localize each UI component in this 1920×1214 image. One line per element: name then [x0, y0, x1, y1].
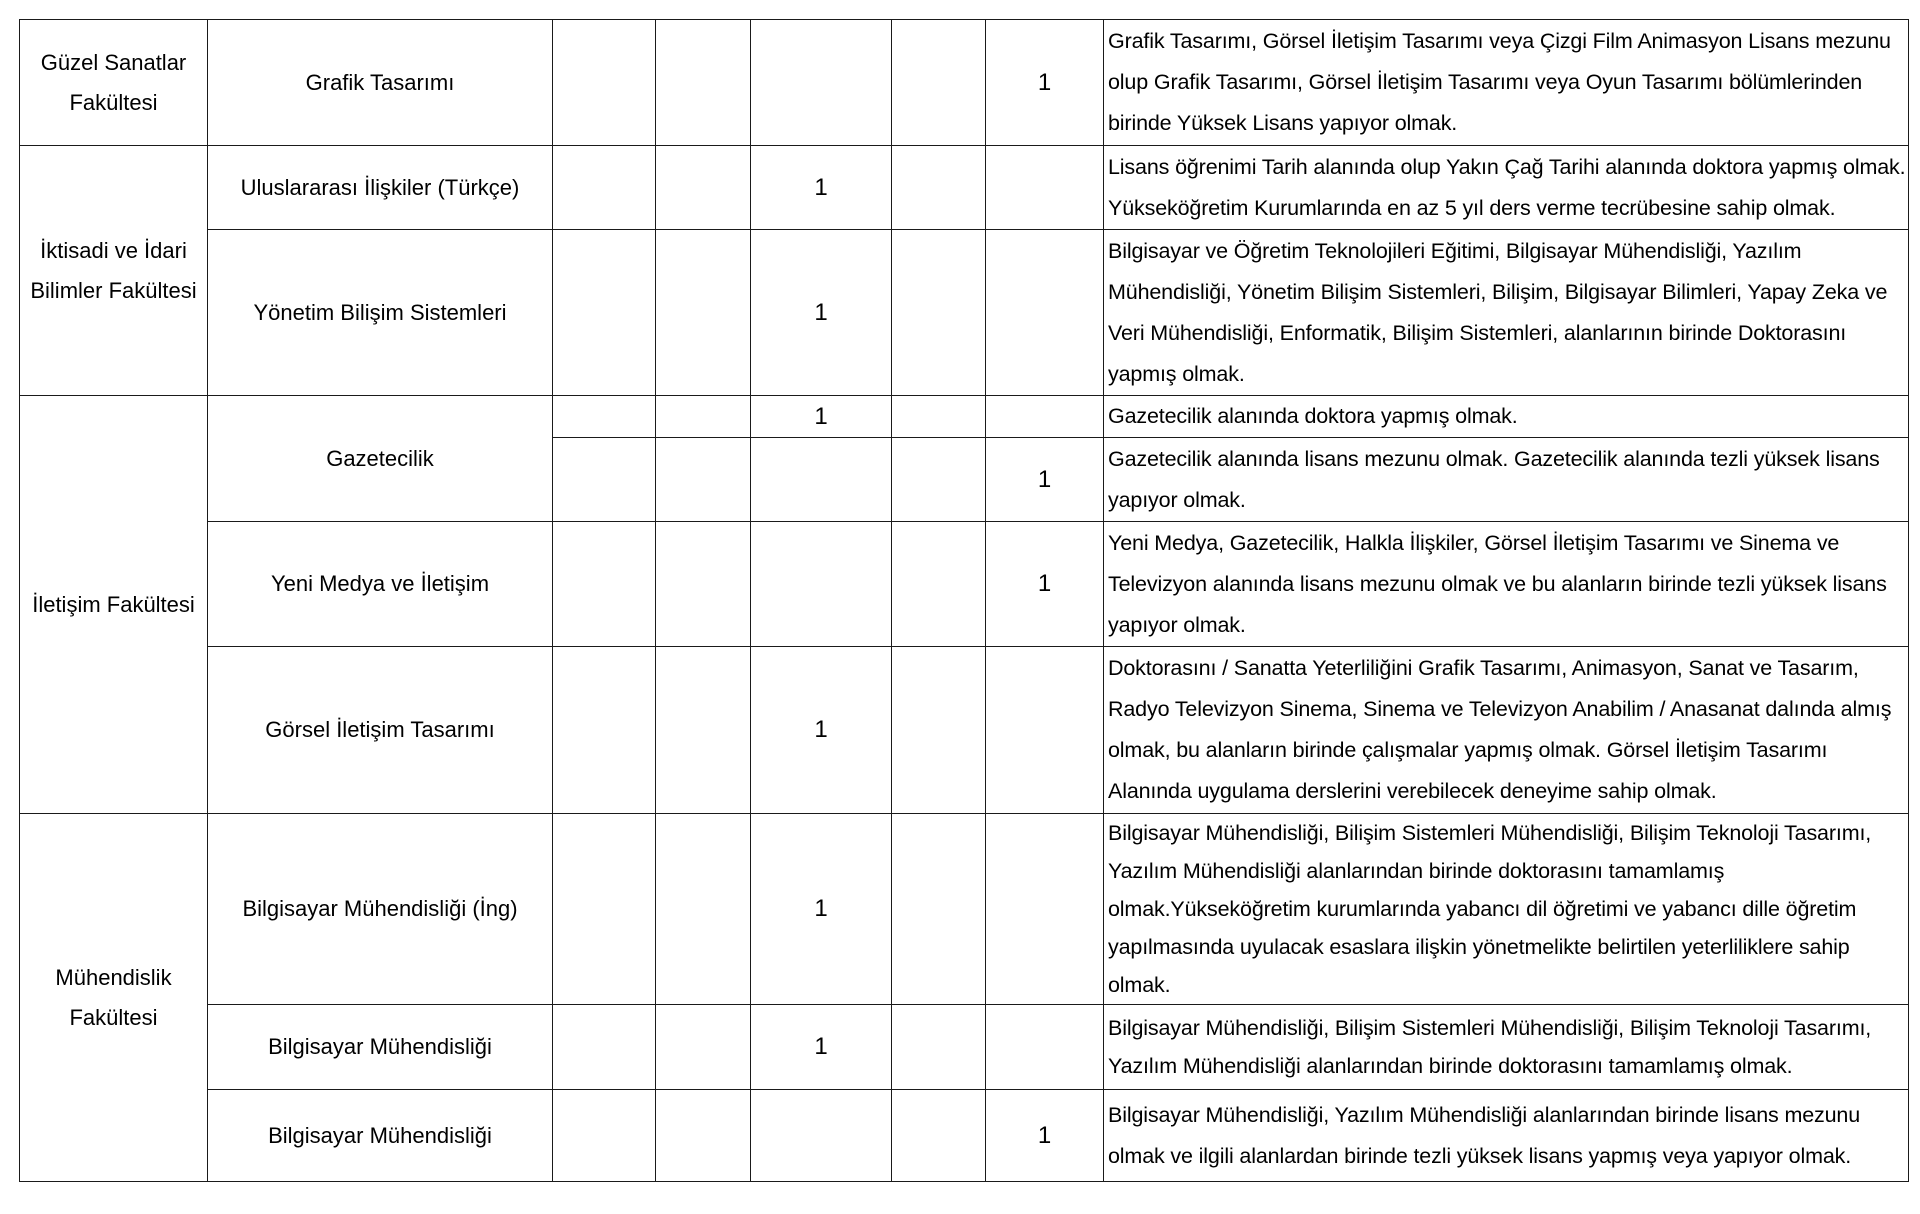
empty-cell [656, 1005, 751, 1090]
conditions-cell: Lisans öğrenimi Tarih alanında olup Yakın Çağ Tarihi alanında doktora yapmış olmak. Yükseköğretim Kurumlarında en az 5 yıl ders verme tecrübesine sahip olmak. [1104, 146, 1909, 230]
empty-cell [656, 438, 751, 522]
empty-cell [892, 1090, 986, 1182]
empty-cell [553, 522, 656, 647]
empty-cell [656, 647, 751, 814]
empty-cell [656, 230, 751, 396]
empty-cell [892, 396, 986, 438]
empty-cell [553, 146, 656, 230]
count-cell: 1 [986, 20, 1104, 146]
empty-cell [656, 522, 751, 647]
empty-cell [892, 230, 986, 396]
department-cell: Grafik Tasarımı [208, 20, 553, 146]
faculty-cell: İktisadi ve İdari Bilimler Fakültesi [20, 146, 208, 396]
empty-cell [892, 1005, 986, 1090]
empty-cell [986, 814, 1104, 1005]
empty-cell [751, 438, 892, 522]
department-cell: Yeni Medya ve İletişim [208, 522, 553, 647]
department-cell: Bilgisayar Mühendisliği [208, 1005, 553, 1090]
department-cell: Yönetim Bilişim Sistemleri [208, 230, 553, 396]
table-row [20, 20, 1909, 146]
table-row [20, 1090, 1909, 1182]
conditions-cell: Gazetecilik alanında doktora yapmış olmak. [1104, 396, 1909, 438]
conditions-cell: Yeni Medya, Gazetecilik, Halkla İlişkiler, Görsel İletişim Tasarımı ve Sinema ve Televizyon alanında lisans mezunu olmak ve bu alanların birinde tezli yüksek lisans yapıyor olmak. [1104, 522, 1909, 647]
academic-staff-table [19, 19, 1909, 1182]
department-cell: Gazetecilik [208, 396, 553, 522]
count-cell: 1 [751, 146, 892, 230]
department-cell: Uluslararası İlişkiler (Türkçe) [208, 146, 553, 230]
empty-cell [656, 814, 751, 1005]
conditions-cell: Bilgisayar Mühendisliği, Bilişim Sistemleri Mühendisliği, Bilişim Teknoloji Tasarımı, Yazılım Mühendisliği alanlarından birinde doktorasını tamamlamış olmak. [1104, 1005, 1909, 1090]
department-cell: Bilgisayar Mühendisliği [208, 1090, 553, 1182]
count-cell: 1 [986, 438, 1104, 522]
table-row [20, 522, 1909, 647]
empty-cell [986, 230, 1104, 396]
empty-cell [553, 396, 656, 438]
empty-cell [751, 20, 892, 146]
empty-cell [892, 522, 986, 647]
empty-cell [892, 146, 986, 230]
table-row [20, 814, 1909, 1005]
empty-cell [986, 146, 1104, 230]
empty-cell [553, 230, 656, 396]
conditions-cell: Gazetecilik alanında lisans mezunu olmak. Gazetecilik alanında tezli yüksek lisans yapıyor olmak. [1104, 438, 1909, 522]
empty-cell [751, 1090, 892, 1182]
empty-cell [656, 146, 751, 230]
empty-cell [553, 20, 656, 146]
faculty-cell: Mühendislik Fakültesi [20, 814, 208, 1182]
empty-cell [553, 1005, 656, 1090]
empty-cell [751, 522, 892, 647]
department-cell: Bilgisayar Mühendisliği (İng) [208, 814, 553, 1005]
empty-cell [553, 814, 656, 1005]
table-row [20, 1005, 1909, 1090]
empty-cell [656, 396, 751, 438]
faculty-cell: İletişim Fakültesi [20, 396, 208, 814]
count-cell: 1 [751, 396, 892, 438]
faculty-cell: Güzel Sanatlar Fakültesi [20, 20, 208, 146]
table-row [20, 647, 1909, 814]
count-cell: 1 [751, 647, 892, 814]
department-cell: Görsel İletişim Tasarımı [208, 647, 553, 814]
conditions-cell: Bilgisayar Mühendisliği, Yazılım Mühendisliği alanlarından birinde lisans mezunu olmak ve ilgili alanlardan birinde tezli yüksek lisans yapmış veya yapıyor olmak. [1104, 1090, 1909, 1182]
empty-cell [656, 20, 751, 146]
conditions-cell: Grafik Tasarımı, Görsel İletişim Tasarımı veya Çizgi Film Animasyon Lisans mezunu olup Grafik Tasarımı, Görsel İletişim Tasarımı veya Oyun Tasarımı bölümlerinden birinde Yüksek Lisans yapıyor olmak. [1104, 20, 1909, 146]
table-row [20, 396, 1909, 438]
empty-cell [892, 814, 986, 1005]
count-cell: 1 [986, 522, 1104, 647]
empty-cell [892, 647, 986, 814]
empty-cell [553, 1090, 656, 1182]
count-cell: 1 [751, 814, 892, 1005]
conditions-cell: Doktorasını / Sanatta Yeterliliğini Grafik Tasarımı, Animasyon, Sanat ve Tasarım, Radyo Televizyon Sinema, Sinema ve Televizyon Anabilim / Anasanat dalında almış olmak, bu alanların birinde çalışmalar yapmış olmak. Görsel İletişim Tasarımı Alanında uygulama derslerini verebilecek deneyime sahip olmak. [1104, 647, 1909, 814]
empty-cell [656, 1090, 751, 1182]
empty-cell [986, 647, 1104, 814]
empty-cell [986, 396, 1104, 438]
conditions-cell: Bilgisayar Mühendisliği, Bilişim Sistemleri Mühendisliği, Bilişim Teknoloji Tasarımı, Yazılım Mühendisliği alanlarından birinde doktorasını tamamlamış olmak.Yükseköğretim kurumlarında yabancı dil öğretimi ve yabancı dille öğretim yapılmasında uyulacak esaslara ilişkin yönetmelikte belirtilen yeterliliklere sahip olmak. [1104, 814, 1909, 1005]
empty-cell [553, 647, 656, 814]
count-cell: 1 [751, 1005, 892, 1090]
table-row [20, 146, 1909, 230]
empty-cell [892, 20, 986, 146]
table-row [20, 230, 1909, 396]
empty-cell [892, 438, 986, 522]
count-cell: 1 [751, 230, 892, 396]
empty-cell [553, 438, 656, 522]
count-cell: 1 [986, 1090, 1104, 1182]
empty-cell [986, 1005, 1104, 1090]
conditions-cell: Bilgisayar ve Öğretim Teknolojileri Eğitimi, Bilgisayar Mühendisliği, Yazılım Mühendisliği, Yönetim Bilişim Sistemleri, Bilişim, Bilgisayar Bilimleri, Yapay Zeka ve Veri Mühendisliği, Enformatik, Bilişim Sistemleri, alanlarının birinde Doktorasını yapmış olmak. [1104, 230, 1909, 396]
